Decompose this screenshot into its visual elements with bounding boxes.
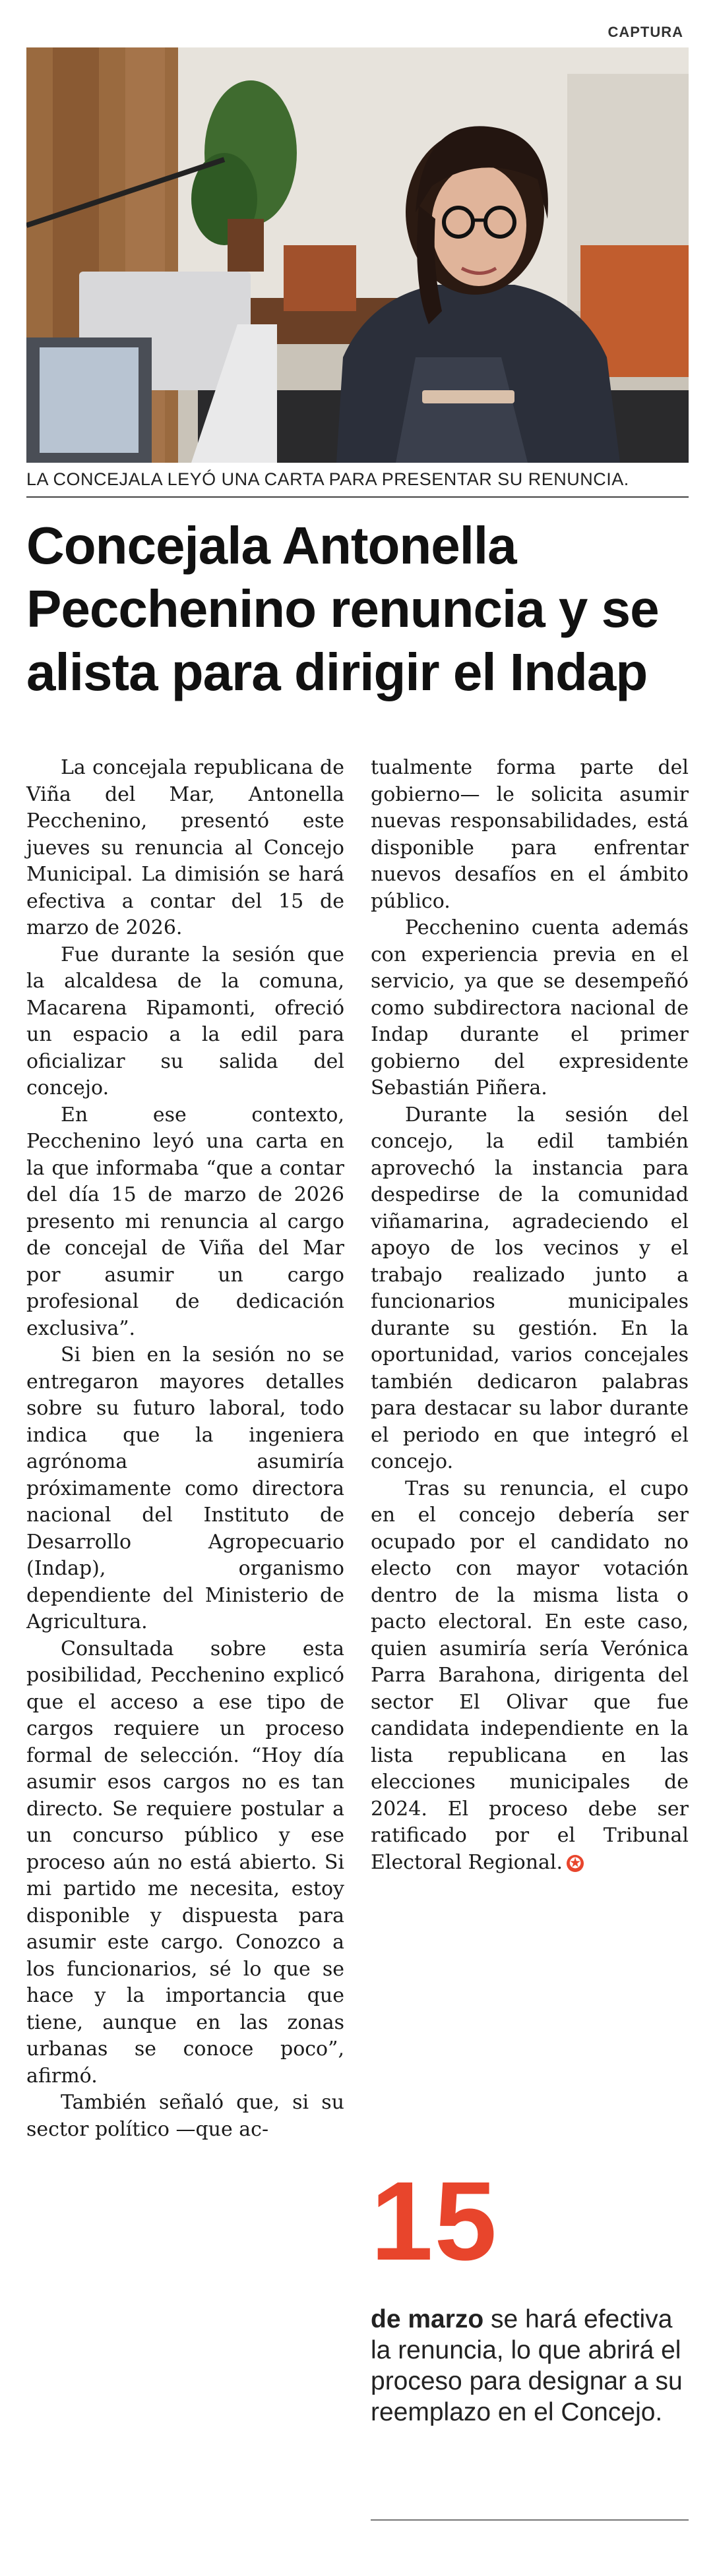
highlight-divider: [371, 2519, 689, 2521]
highlight-box: [371, 2159, 689, 2428]
paragraph: Durante la sesión del concejo, la edil también aprovechó la instancia para despedirse de la comunidad viñamarina, agradeciendo el apoyo de los vecinos y el trabajo realizado junto a funcionarios municipales durante su gestión. En la oportunidad, varios concejales también dedicaron palabras para destacar su labor durante el periodo en que integró el concejo.: [371, 1103, 689, 1473]
caption-divider: [26, 496, 689, 498]
article-photo: [26, 47, 689, 463]
paragraph-last: [371, 1476, 689, 1877]
paragraph-text: Tras su renuncia, el cupo en el concejo debería ser ocupado por el candidato no electo con mayor votación dentro de la misma lista o pacto electoral. En este caso, quien asumiría sería Verónica Parra Barahona, dirigenta del sector El Olivar que fue candidata independiente en la lista republicana en las elecciones municipales de 2024. El proceso debe ser ratificado por el Tribunal Electoral Regional.: [371, 1477, 689, 1874]
end-of-article-icon: ✪: [567, 1855, 584, 1872]
paragraph-continued: tualmente forma parte del gobierno— le solicita asumir nuevas responsabilidades, está disponible para enfrentar nuevos desafíos en el ámbito público.: [371, 756, 689, 913]
paragraph: Si bien en la sesión no se entregaron mayores detalles sobre su futuro laboral, todo indica que la ingeniera agrónoma asumiría próximamente como directora nacional del Instituto de Desarrollo Agropecuario (Indap), organismo dependiente del Ministerio de Agricultura.: [26, 1343, 344, 1633]
body-column-right: [371, 755, 689, 1876]
highlight-text: [371, 2304, 689, 2428]
photo-caption: LA CONCEJALA LEYÓ UNA CARTA PARA PRESENTAR SU RENUNCIA.: [26, 469, 629, 489]
headline: Concejala Antonella Pecchenino renuncia y se alista para dirigir el Indap: [26, 516, 659, 701]
highlight-lead: de marzo: [371, 2305, 484, 2333]
highlight-number: 15: [371, 2159, 499, 2284]
highlight-body: se hará efectiva la renuncia, lo que abrirá el proceso para designar a su reemplazo en el Concejo.: [371, 2305, 683, 2426]
paragraph: Fue durante la sesión que la alcaldesa de la comuna, Macarena Ripamonti, ofreció un espacio a la edil para oficializar su salida del concejo.: [26, 943, 344, 1099]
body-column-left: [26, 755, 344, 2143]
paragraph: Consultada sobre esta posibilidad, Pecchenino explicó que el acceso a ese tipo de cargos requiere un proceso formal de selección. “Hoy día asumir esos cargos no es tan directo. Se requiere postular a un concurso público y ese proceso aún no está abierto. Si mi partido me necesita, estoy disponible y dispuesta para asumir este cargo. Conozco a los funcionarios, sé lo que se hace y la importancia que tiene, aunque en las zonas urbanas se conoce poco”, afirmó.: [26, 1637, 344, 2088]
paragraph: En ese contexto, Pecchenino leyó una carta en la que informaba “que a contar del día 15 de marzo de 2026 presento mi renuncia al cargo de concejal de Viña del Mar por asumir un cargo profesional de dedicación exclusiva”.: [26, 1103, 344, 1340]
paragraph: La concejala republicana de Viña del Mar, Antonella Pecchenino, presentó este jueves su renuncia al Concejo Municipal. La dimisión se hará efectiva a contar del 15 de marzo de 2026.: [26, 756, 344, 939]
section-tag: CAPTURA: [607, 24, 683, 40]
paragraph: Pecchenino cuenta además con experiencia previa en el servicio, ya que se desempeñó como subdirectora nacional de Indap durante el primer gobierno del expresidente Sebastián Piñera.: [371, 916, 689, 1099]
paragraph: También señaló que, si su sector político —que ac-: [26, 2091, 344, 2141]
